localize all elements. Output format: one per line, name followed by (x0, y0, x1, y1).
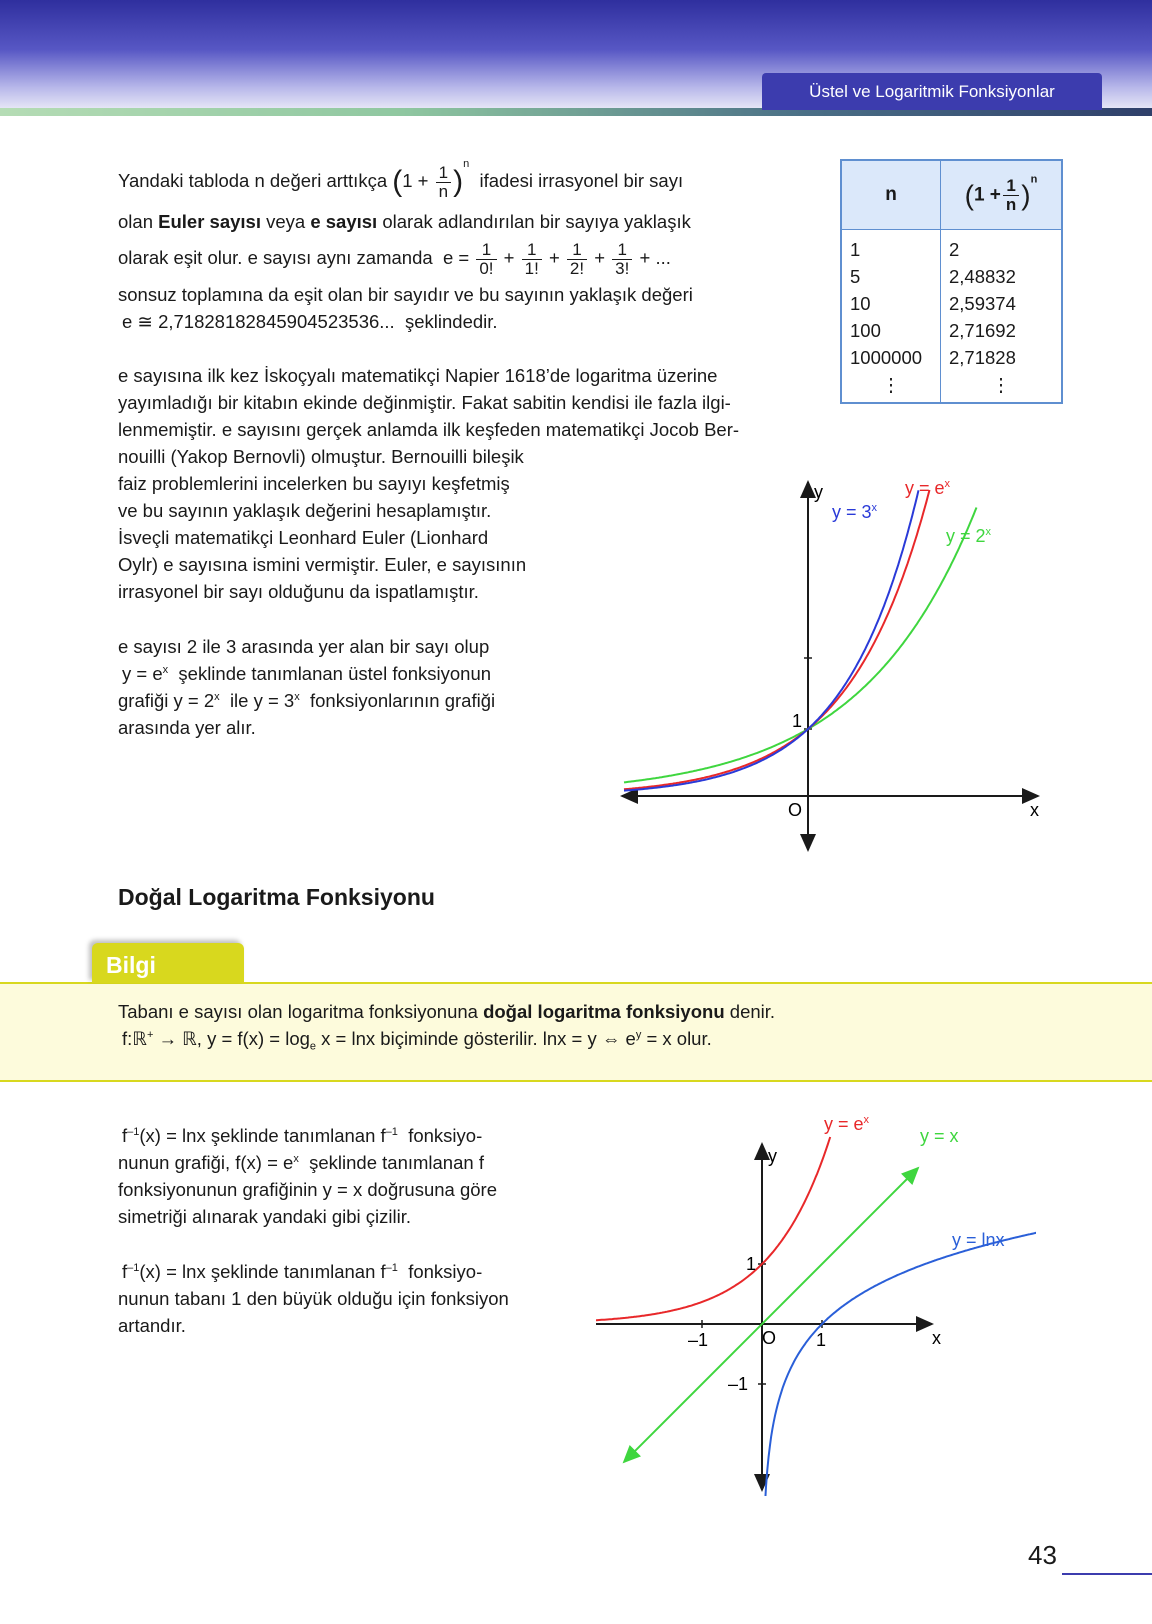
page-number: 43 (1028, 1540, 1057, 1570)
label-y-x: y = x (920, 1126, 959, 1146)
euler-term: Euler sayısı (158, 211, 261, 232)
inverse-paragraph-1: $f^{-1}(x) = \ln x$ şeklinde tanımlanan $f^{-1}$ fonksiyo- nunun grafiği, $f(x) = e^x$ şeklinde tanımlanan f fonksiyonunun grafiğinin y = x doğrusuna göre simetriği alınarak yandaki gibi çizilir. (118, 1125, 497, 1227)
y-neg-one-label: –1 (728, 1374, 749, 1394)
intro-text: ifadesi irrasyonel bir sayı (479, 170, 684, 191)
table-row: 10 2,59374 (841, 290, 1062, 317)
exponential-graph (620, 478, 1050, 856)
info-tab: Bilgi (92, 943, 244, 983)
curve-y-lnx (765, 1225, 1036, 1496)
table-row: 100 2,71692 (841, 317, 1062, 344)
x-axis-label: x (932, 1328, 941, 1348)
table-header-row (841, 160, 1062, 230)
x-one-label: 1 (816, 1330, 827, 1350)
inverse-paragraph-2: $f^{-1}(x) = \ln x$ şeklinde tanımlanan $f^{-1}$ fonksiyo- nunun tabanı 1 den büyük olduğu için fonksiyon artandır. (118, 1261, 509, 1336)
x-axis-label: x (1030, 800, 1039, 820)
y-axis-label: y (768, 1146, 777, 1166)
e-term: e sayısı (310, 211, 378, 232)
natural-log-term: doğal logaritma fonksiyonu (483, 1001, 725, 1022)
intro-text: sonsuz toplamına da eşit olan bir sayıdır ve bu sayının yaklaşık değeri (118, 284, 693, 305)
table-header-n: n (841, 160, 941, 230)
x-neg-one-label: –1 (688, 1330, 709, 1350)
label-y-ex: $y = e^x$ (905, 478, 951, 498)
intro-paragraph: Yandaki tabloda n değeri arttıkça (1 + $\frac{1}{n}$ )$^n$ ifadesi irrasyonel bir sayı olan Euler sayısı veya e sayısı olarak adlandırılan bir sayıya yaklaşık olarak eşit olur. e sayısı aynı zamanda e = $\frac{1}{0!}$ + $\frac{1}{1!}$ + $\frac{1}{2!}$ + $\frac{1}{3!}$ + ... sonsuz toplamına da eşit olan bir sayıdır ve bu sayının yaklaşık değeri e ≅ 2,71828182845904523536... şeklindedir. (118, 158, 693, 332)
y-one-label: 1 (746, 1254, 757, 1274)
chapter-title: Üstel ve Logaritmik Fonksiyonlar (762, 73, 1102, 110)
curve-y-2x (624, 508, 977, 783)
history-paragraph: e sayısına ilk kez İskoçyalı matematikçi Napier 1618’de logaritma üzerine yayımladığı bir kitabın ekinde değinmiştir. Fakat sabitin kendisi ile fazla ilgi- lenmemiştir. e sayısını gerçek anlamda ilk keşfeden matematikçi Jocob Ber- nouilli (Yakop Bernovli) olmuştur. Bernouilli bileşik faiz problemlerini incelerken bu sayıyı keşfetmiş ve bu sayının yaklaşık değerini hesaplamıştır. İsveçli matematikçi Leonhard Euler (Lionhard Oylr) e sayısına ismini vermiştir. Euler, e sayısının irrasyonel bir sayı olduğunu da ispatlamıştır. (118, 365, 740, 602)
label-y-3x: $y = 3^x$ (832, 502, 878, 522)
curve-y-ex (596, 1137, 830, 1320)
log-inverse-graph (596, 1112, 1036, 1496)
table-row-ellipsis: ⋮ ⋮ (841, 371, 1062, 403)
intro-text: Yandaki tabloda n değeri arttıkça (118, 170, 388, 191)
table-row: 1000000 2,71828 (841, 344, 1062, 371)
between-paragraph: e sayısı 2 ile 3 arasında yer alan bir sayı olup $y = e^x$ şeklinde tanımlanan üstel fonksiyonun grafiği $y = 2^x$ ile $y = 3^x$ fonksiyonlarının grafiği arasında yer alır. (118, 636, 496, 738)
origin-label: O (762, 1328, 777, 1348)
table-row: 1 2 (841, 230, 1062, 264)
e-approx-value: e ≅ 2,71828182845904523536... (122, 311, 395, 332)
section-title: Doğal Logaritma Fonksiyonu (118, 884, 435, 910)
page-number-rule (1062, 1573, 1152, 1575)
euler-table (840, 159, 1063, 404)
y-intercept-label: 1 (792, 711, 803, 731)
y-axis-label: y (814, 482, 823, 502)
info-box: Tabanı e sayısı olan logaritma fonksiyonuna doğal logaritma fonksiyonu denir. f:ℝ+ → ℝ, $y = f(x) = \log_e x = \ln x$ biçiminde gösterilir. lnx = y ⇔ $e^y = x$ olur. (0, 982, 1152, 1082)
origin-label: O (788, 800, 803, 820)
fraction-1-n: $\frac{1}{n}$ (436, 164, 451, 201)
series-formula: e = (442, 247, 470, 268)
line-y-x (624, 1168, 918, 1462)
table-header-expr: (1 + $\frac{1}{n}$ )$^n$ (941, 160, 1063, 230)
one-plus: 1 + (402, 170, 429, 191)
table-row: 5 2,48832 (841, 263, 1062, 290)
label-y-ex: $y = e^x$ (824, 1114, 870, 1134)
label-y-2x: $y = 2^x$ (946, 526, 992, 546)
label-y-lnx: y = lnx (952, 1230, 1005, 1250)
